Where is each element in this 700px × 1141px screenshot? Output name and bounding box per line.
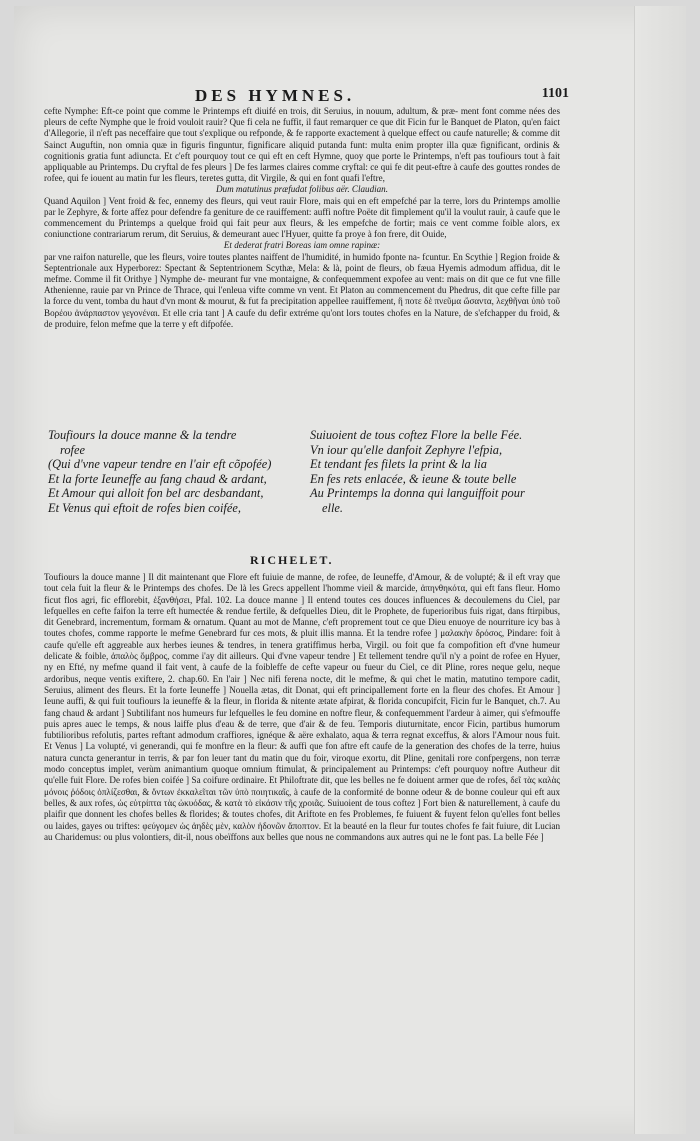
paragraph: par vne raifon naturelle, que les fleurs, voire toutes plantes naiffent de l'humidité, in humido fponte na- fcuntur. En Scythie ] Region froide & Septentrionale aux Hyperborez: Spectant & Septentrionem Scythæ, Mela: & là, point de fleurs, ob fæua Hyemis admodum affidua, dit le mefme. Comme il fit Orithye ] Nymphe de- meurant fur vne montaigne, & confequemment expofee au vent: mais on dit que ce fut vne fille Athenienne, rauie par vn Prince de Thrace, qui l'enleua vifte comme vn vent. Et Platon au commencement du Phedrus, dit que cefte fille par la force du vent, tomba du haut d'vn mont & mourut, & fut fa precipitation appellee rauiffement, ἣ ποτε δὲ πνεῦμα ὤσαντα, λεχθῆναι ὑπὸ τοῦ Βορέου ἀνάρπαστον γεγονέναι. Et elle cria tant ] A caufe du defir extréme qu'ont lors toutes chofes en la Nature, de s'efchapper du froid, & de produire, felon mefme que la terre y eft difpofée. [44,251,560,329]
margin-rule [634,6,635,1134]
paragraph: Quand Aquilon ] Vent froid & fec, ennemy des fleurs, qui veut rauir Flore, mais qui en eft empefché par la terre, lors du Printemps amollie par le Zephyre, & forte affez pour defendre fa geniture de ce rauiffement: auffi noftre Poëte dit fimplement qu'il la voulut rauir, à caufe que le commencement du Printemps a quelque froid qui fait peur aux fleurs, & les empefche de fortir; mais ce vent comme foible alors, ex coniunctione contrariarum rerum, dit Seruius, & demeurant auec l'Hyuer, quitte fa proye à fon frere, dit Ouide, [44,195,560,240]
verse-line: En fes rets enlacée, & ieune & toute belle [310,471,517,486]
verse-line: Et tendant fes filets la print & la lia [310,457,487,472]
commentary-title: RICHELET. [250,553,334,567]
paragraph: Toufiours la douce manne ] Il dit maintenant que Flore eft fuiuie de manne, de rofee, de Ieuneffe, d'Amour, & de volupté; & il eft vray que tout cela fuit la fleur & le Printemps des chofes. De là les Grecs appellent l'homme vieil & marcide, ἀπηνθηκότα, qui eft fans fleur. Homo ficut flos agri, fic efflorebit, ἐξανθήσει, Pfal. 102. La douce manne ] Il entend toutes ces douces influences & decoulemens du Ciel, par lefquelles en cefte faifon la terre eft humectée & rendue fertile, & defquelles Dieu, dit le Prophete, de fuperioribus fuis rigat, dans ftirpibus, dit Genebrard, incrementum, formam & ornatum. Quant au mot de Manne, c'eft proprement tout ce que Dieu enuoye de nourriture icy bas à toutes chofes, comme rapporte le mefme Genebrard fur ces mots, & pluit illis manna. Et la tendre rofee ] μαλακὴν δρόσος, Pindare: foit à caufe qu'elle eft aggreable aux herbes ieunes & tendres, in tenera gratiffimus herba, Virgil. ou foit que fa compofition eft d'vne humeur delicate & foible, ἁπαλὸς ὄμβρος, comme i'ay dit ailleurs. Qui d'vne vapeur tendre ] Et tellement tendre qu'il n'y a point de rofee en Hyuer, ny en Efté, ny mefme quand il fait vent, à caufe de la foibleffe de cefte vapeur ou fueur du Ciel, ce dit Pline, rores neque gelu, neque ardoribus, neque ventis exiftere, 2. chap.60. En l'air ] Nec nifi ferena nocte, dit le mefme, & qui chet le matin, matutino tempore cadit, Seruius, aliment des fleurs. Et la forte Ieuneffe ] Nouella ætas, dit Donat, qui eft principallement forte en la fleur des chofes. Et Amour ] Ieune auffi, & qui fuit toufiours la ieuneffe & la fleur, in florida & nitente ætate afpirat, & florida concupifcit, Ficin fur le Banquet, ch.7. Au fang chaud & ardant ] Subtilifant nos humeurs fur lefquelles le feu domine en noftre fleur, & confequemment l'ardeur à aimer, qui s'efmouffe puis apres auec le temps, & nous laiffe plus d'eau & de terre, que d'air & de feu. Temporis diuturnitate, encor Ficin, partibus humorum fubtilioribus refolutis, partes reftant admodum craffiores, ignéque & aëre exhalato, aqua & terra regnat exceffus, & alors l'Amour nous fuit. Et Venus ] La volupté, vi generandi, qui fe monftre en la fleur: & auffi que fon aftre eft caufe de la generation des chofes de la terre, huius natura cuncta generantur in terris, & par fon leuer tant du matin que du foir, viroque exortu, dit Pline, genitali rore confpergens, non terræ modo conceptus implet, verùm animantium quoque omnium ftimulat, & principalement au Printemps: c'eft pourquoy noftre Autheur dit qu'elle fuit Flore. De rofes bien coifée ] Sa coifure ordinaire. Et Philoftrate dit, que les belles ne fe doiuent armer que de rofes, δεῖ τὰς καλὰς μόνοις ῥόδοις ὁπλίζεσθαι, & ὄντων ἐκκαλεῖται τῶν ὑπὸ ποιητικαῖς, à caufe de la conformité de bonne odeur & de bonne couleur qui eft aux belles, & aux rofes, ὡς εὐτρίπτα τὰς ὠκυόδας, & κατὰ τὸ εἰκάσιν τῆς χροιᾶς. Suiuoient de tous coftez ] Fort bien & naturellement, à caufe du plaifir que donnent les chofes belles & florides; & toutes chofes, dit Ariftote en fes Problemes, fe fuiuent & fuyent felon qu'elles font belles ou laides, gayes ou triftes: φεύγομεν ὡς ἀηδὲς μὲν, καλὸν ἡδονῶν ἄποπτον. Et la beauté en la fleur fur toutes chofes fe fait fuiure, dit Lucian au Charidemus: ou plus volontiers, dit-il, nous obeïffons aux belles que nous ne commandons aux autres qui ne le font pas. La belle Fée ] [44,572,560,842]
quotation: Dum matutinus præfudat folibus aër. Claudian. [215,184,389,195]
commentary-lower [44,572,560,843]
verse-line: Et Venus qui eftoit de rofes bien coifée, [48,500,241,515]
verse-line: rofee [60,442,85,457]
paragraph: cefte Nymphe: Eft-ce point que comme le Printemps eft diuifé en trois, dit Seruius, in nouum, adultum, & præ- ment font comme nées des pleurs de cefte Nymphe que le froid vouloit rauir? Que fi cela ne fuffit, il faut remarquer ce que dit Ficin fur le Banquet de Platon, qu'en faict d'Allegorie, il n'eft pas neceffaire que tout s'explique ou refponde, & fe rapporte exactement à quelque effect ou caufe naturelle; & comme dit Sainct Auguftin, non omnia quæ in figuris finguntur, fignificare aliquid putanda funt: multa enim propter illa quæ fignificant, ordinis & cognitionis gratia funt adiuncta. Et c'eft pourquoy tout ce qui eft en ceft Hymne, quoy que porte le Printemps, n'eft pas toufiours tout à fait appliquable au Printemps. Du cryftal de fes pleurs ] De fes larmes claires comme cryftal: ce qui fe dit peut-eftre à caufe des gouttes rondes de rofee, qui fe iouent au matin fur les fleurs, teretes gutta, dit Virgile, & qui en font quafi l'eftre, [44,106,560,184]
verse-line: Toufiours la douce manne & la tendre [48,428,237,442]
verse-line: Suiuoient de tous coftez Flore la belle Fée. [310,428,523,442]
verse-line: Vn iour qu'elle danfoit Zephyre l'efpia, [310,442,503,457]
poem-verse [48,428,558,538]
verse-left-column [48,428,294,516]
verse-line: Et Amour qui alloit fon bel arc desbandant, [48,486,264,501]
page-number: 1101 [541,86,569,101]
running-title: DES HYMNES. [195,86,356,105]
verse-line: (Qui d'vne vapeur tendre en l'air eft cõpofée) [48,457,272,472]
running-header [195,86,569,108]
quotation: Et dederat fratri Boreas iam omne rapinæ: [223,240,381,251]
page-margin [634,6,686,1134]
verse-line: elle. [322,500,343,515]
verse-right-column [310,428,556,516]
verse-line: Et la forte Ieuneffe au fang chaud & ardant, [48,471,267,486]
commentary-upper [44,106,560,330]
verse-line: Au Printemps la donna qui languiffoit pour [310,486,525,501]
